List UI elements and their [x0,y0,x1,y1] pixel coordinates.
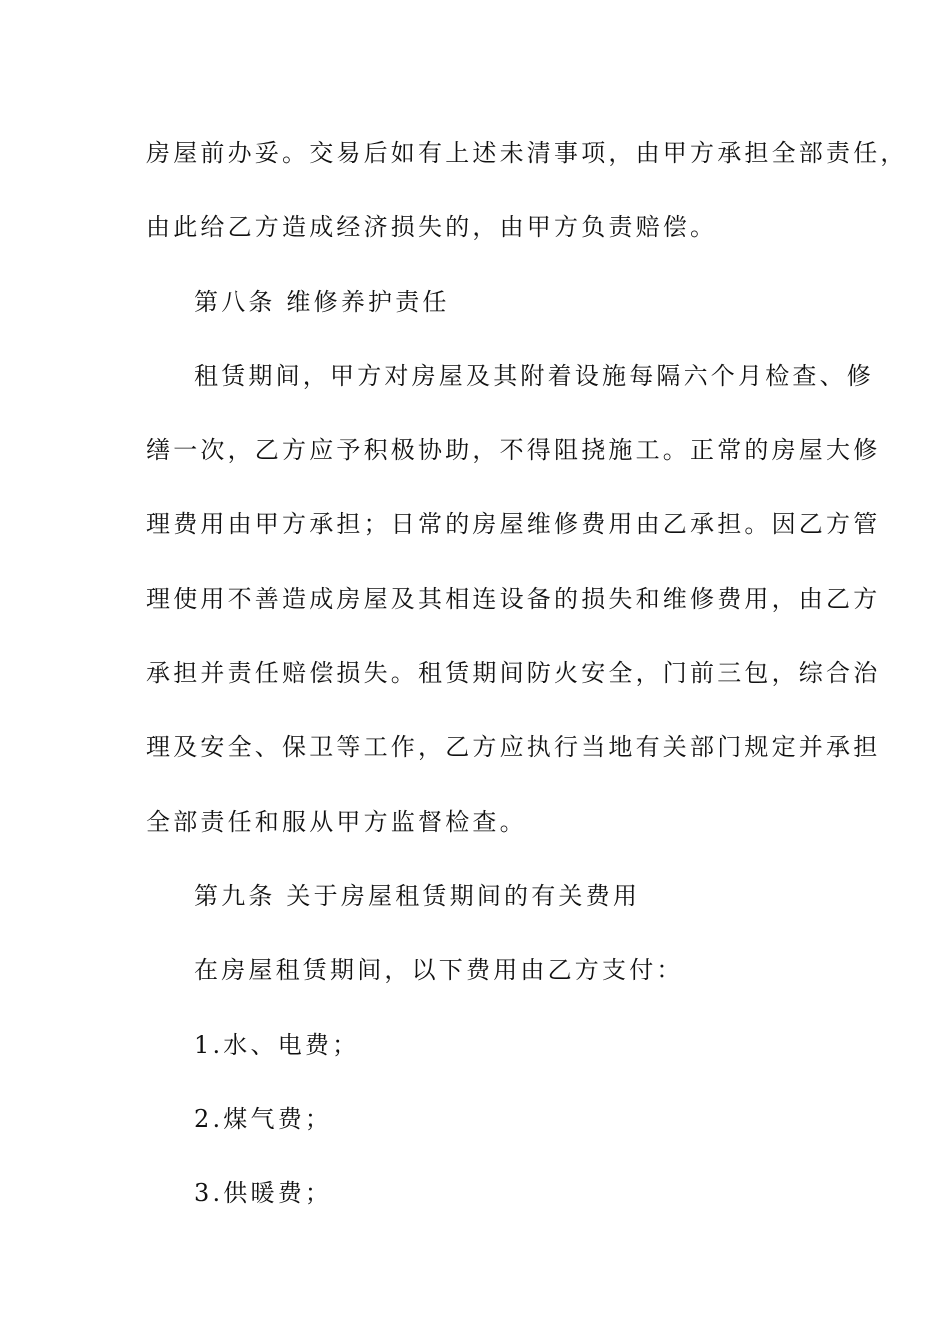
document-body [146,116,908,1230]
list-item: 3.供暖费； [194,1179,333,1208]
text-line: 由此给乙方造成经济损失的，由甲方负责赔偿。 [146,213,718,242]
article-heading-9: 第九条 关于房屋租赁期间的有关费用 [194,881,641,910]
text-line: 理及安全、保卫等工作，乙方应执行当地有关部门规定并承担 [146,733,881,762]
article-heading-8: 第八条 维修养护责任 [194,287,450,316]
text-line: 租赁期间，甲方对房屋及其附着设施每隔六个月检查、修 [194,361,874,390]
list-item: 2.煤气费； [194,1104,333,1133]
text-line: 理使用不善造成房屋及其相连设备的损失和维修费用，由乙方 [146,584,881,613]
text-line: 理费用由甲方承担；日常的房屋维修费用由乙承担。因乙方管 [146,510,881,539]
text-line: 在房屋租赁期间，以下费用由乙方支付： [194,956,684,985]
text-line: 房屋前办妥。交易后如有上述未清事项，由甲方承担全部责任， [146,139,908,167]
text-line: 缮一次，乙方应予积极协助，不得阻挠施工。正常的房屋大修 [146,436,881,465]
text-line: 全部责任和服从甲方监督检查。 [146,807,527,836]
list-item: 1.水、电费； [194,1030,360,1059]
text-line: 承担并责任赔偿损失。租赁期间防火安全，门前三包，综合治 [146,659,881,688]
